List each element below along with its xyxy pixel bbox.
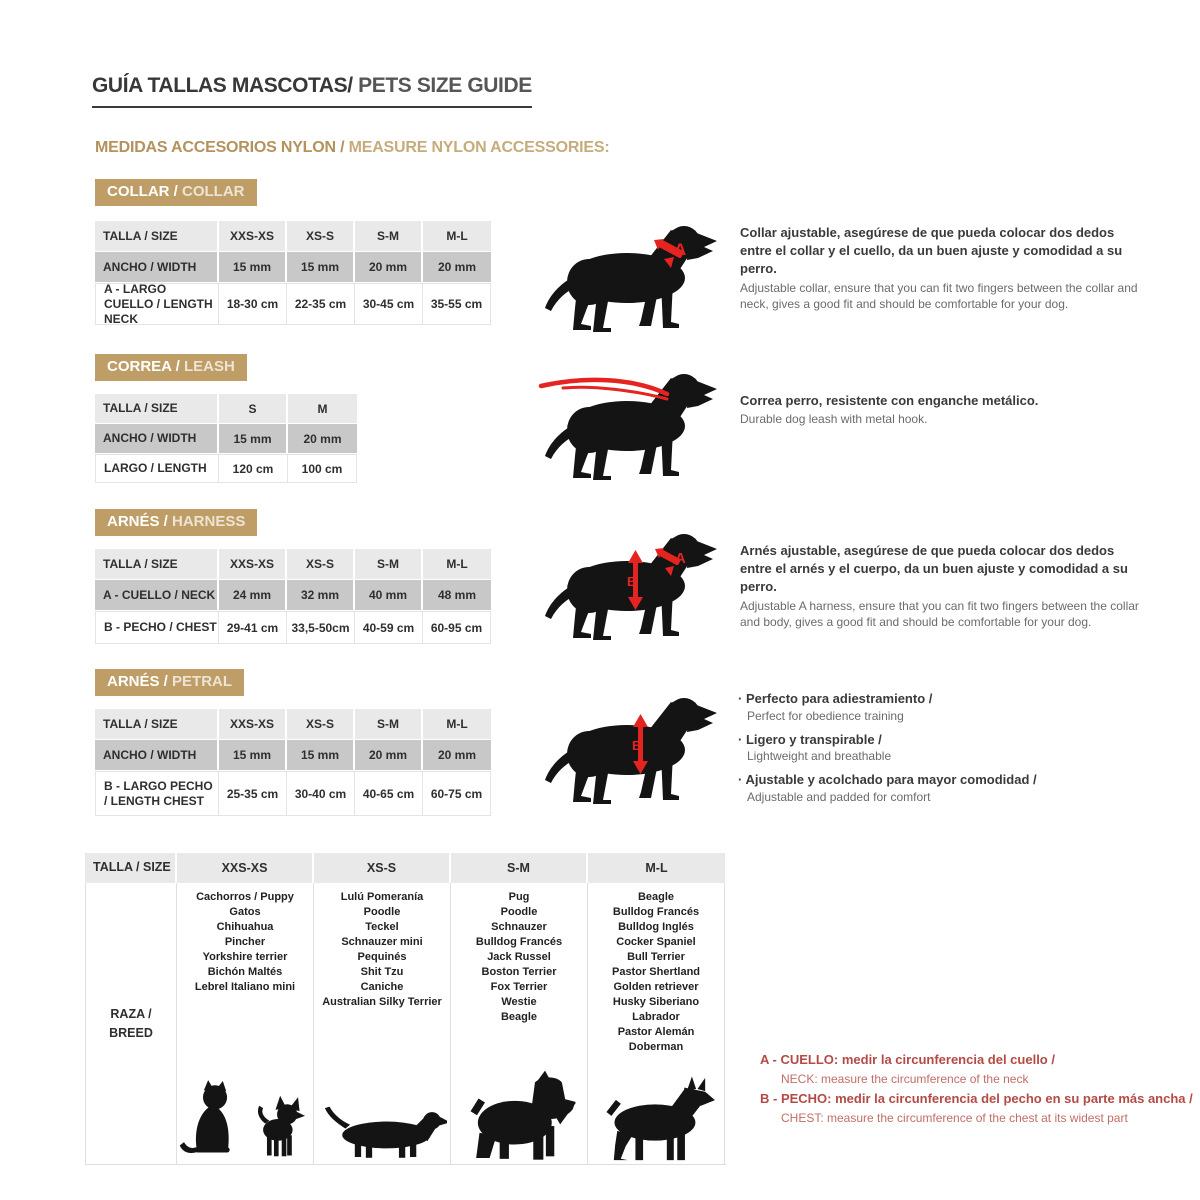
breed-item: Pastor Shertland <box>611 966 701 978</box>
table-cell: 32 mm <box>287 580 355 610</box>
table-cell: 15 mm <box>219 424 288 453</box>
petral-b-label: B <box>632 738 642 753</box>
table-cell: B - LARGO PECHO / LENGTH CHEST <box>95 771 219 816</box>
page-title-en: PETS SIZE GUIDE <box>352 74 532 97</box>
table-cell: A - LARGO CUELLO / LENGTH NECK <box>95 283 219 325</box>
measurement-footnotes <box>760 1050 1200 1127</box>
table-row <box>95 283 491 325</box>
table-header-cell: XS-S <box>287 221 355 251</box>
footnote-a-en: NECK: measure the circumference of the neck <box>781 1072 1029 1087</box>
chihuahua-silhouette-icon <box>246 1090 312 1162</box>
table-cell: 22-35 cm <box>287 283 355 325</box>
breed-column-m-l <box>588 883 725 1164</box>
table-row <box>95 394 357 423</box>
table-header-cell: M-L <box>423 549 491 579</box>
table-cell: ANCHO / WIDTH <box>95 252 219 282</box>
breed-list <box>177 883 313 995</box>
breed-item: Poodle <box>500 906 538 918</box>
table-cell: 100 cm <box>288 454 357 483</box>
table-header-cell: S-M <box>355 709 423 739</box>
harness-size-table <box>95 549 491 645</box>
table-header-cell: XXS-XS <box>219 221 287 251</box>
breed-item: Pincher <box>224 936 266 948</box>
breed-column-xxs-xs <box>177 883 314 1164</box>
breed-item: Cachorros / Puppy <box>196 891 294 903</box>
table-cell: 20 mm <box>423 252 491 282</box>
breed-table-header <box>85 853 726 883</box>
section-header-collar-en: COLLAR <box>182 183 245 200</box>
table-cell: 60-95 cm <box>423 611 491 644</box>
table-row <box>95 221 491 251</box>
breed-item: Pastor Alemán <box>617 1026 695 1038</box>
table-header-cell: TALLA / SIZE <box>95 394 219 423</box>
harness-description <box>740 542 1140 631</box>
table-cell: ANCHO / WIDTH <box>95 740 219 770</box>
section-header-collar-es: COLLAR / <box>107 183 182 200</box>
breed-item: Yorkshire terrier <box>202 951 288 963</box>
breed-item: Cocker Spaniel <box>616 936 696 948</box>
breed-item: Pug <box>508 891 530 903</box>
table-header-cell: M-L <box>588 853 725 883</box>
table-header-cell: XXS-XS <box>219 549 287 579</box>
breed-item: Bulldog Inglés <box>618 921 694 933</box>
breed-table <box>85 853 726 1165</box>
collar-description-en: Adjustable collar, ensure that you can fit two fingers between the collar and neck, gives a good fit and should be comfortable for your dog. <box>740 280 1138 312</box>
table-header-cell: S-M <box>355 221 423 251</box>
section-header-petral <box>95 669 244 696</box>
feature-item <box>738 731 1118 765</box>
breed-item: Poodle <box>363 906 401 918</box>
leash-description-en: Durable dog leash with metal hook. <box>740 412 928 427</box>
breed-item: Bichón Maltés <box>207 966 283 978</box>
breed-item: Gatos <box>229 906 261 918</box>
section-header-leash-es: CORREA / <box>107 358 184 375</box>
doberman-silhouette-icon <box>588 1076 724 1162</box>
breed-list <box>588 883 724 1055</box>
table-cell: 48 mm <box>423 580 491 610</box>
dog-silhouette-collar-icon <box>537 220 735 334</box>
breed-item: Boston Terrier <box>481 966 557 978</box>
m-l-silhouettes <box>588 1076 724 1164</box>
breed-item: Lulú Pomeranía <box>340 891 424 903</box>
breed-item: Shit Tzu <box>360 966 404 978</box>
breed-table-body <box>85 883 726 1165</box>
dog-harness-diagram <box>537 528 735 642</box>
dog-silhouette-harness-icon <box>537 528 735 642</box>
table-header-cell: S <box>219 394 288 423</box>
page-title-es: GUÍA TALLAS MASCOTAS/ <box>92 74 353 97</box>
breed-item: Jack Russel <box>487 951 551 963</box>
table-cell: 15 mm <box>219 740 287 770</box>
breed-item: Bulldog Francés <box>612 906 700 918</box>
table-header-cell: M-L <box>423 709 491 739</box>
table-header-cell: M-L <box>423 221 491 251</box>
collar-description <box>740 224 1140 313</box>
breed-list <box>451 883 587 1025</box>
table-cell: B - PECHO / CHEST <box>95 611 219 644</box>
section-header-leash <box>95 354 247 381</box>
table-row <box>95 709 491 739</box>
footnote-b-es: B - PECHO: medir la circunferencia del pecho en su parte más ancha / <box>760 1090 1193 1106</box>
feature-en: Perfect for obedience training <box>747 708 904 723</box>
feature-es: · Ajustable y acolchado para mayor comodidad / <box>738 771 1118 789</box>
dachshund-silhouette-icon <box>317 1100 447 1162</box>
feature-es: · Ligero y transpirable / <box>738 731 1118 749</box>
table-header-cell: S-M <box>355 549 423 579</box>
breed-column-xs-s <box>314 883 451 1164</box>
table-cell: 18-30 cm <box>219 283 287 325</box>
leash-description-es: Correa perro, resistente con enganche metálico. <box>740 393 1039 408</box>
breed-item: Schnauzer <box>491 921 547 933</box>
feature-es: · Perfecto para adiestramiento / <box>738 690 1118 708</box>
breed-row-label-line2: BREED <box>109 1025 153 1040</box>
table-row <box>95 549 491 579</box>
breed-item: Westie <box>501 996 537 1008</box>
footnote-b-en: CHEST: measure the circumference of the chest at its widest part <box>781 1110 1128 1125</box>
table-cell: 40-65 cm <box>355 771 423 816</box>
breed-item: Golden retriever <box>613 981 699 993</box>
table-cell: 15 mm <box>287 252 355 282</box>
footnote-a-es: A - CUELLO: medir la circunferencia del cuello / <box>760 1052 1055 1067</box>
table-cell: 35-55 cm <box>423 283 491 325</box>
s-m-silhouettes <box>456 1070 582 1164</box>
breed-row-label <box>85 883 177 1164</box>
xxs-xs-silhouettes <box>178 1074 312 1164</box>
table-header-cell: TALLA / SIZE <box>85 853 177 883</box>
table-header-cell: TALLA / SIZE <box>95 549 219 579</box>
table-cell: 30-40 cm <box>287 771 355 816</box>
table-cell: 30-45 cm <box>355 283 423 325</box>
breed-column-s-m <box>451 883 588 1164</box>
table-cell: 60-75 cm <box>423 771 491 816</box>
table-cell: 15 mm <box>219 252 287 282</box>
table-cell: 20 mm <box>288 424 357 453</box>
feature-item <box>738 690 1118 724</box>
cat-silhouette-icon <box>178 1074 240 1162</box>
xs-s-silhouettes <box>317 1100 447 1164</box>
dog-petral-diagram <box>537 692 735 806</box>
dog-silhouette-petral-icon <box>537 692 735 806</box>
section-header-harness-en: HARNESS <box>172 513 246 530</box>
table-header-cell: XS-S <box>287 549 355 579</box>
collar-description-es: Collar ajustable, asegúrese de que pueda colocar dos dedos entre el collar y el cuello, da un buen ajuste y comodidad a su perro. <box>740 225 1123 277</box>
page-subtitle-es: MEDIDAS ACCESORIOS NYLON / <box>95 139 349 156</box>
feature-item <box>738 771 1118 805</box>
section-header-harness <box>95 509 257 536</box>
table-cell: 40-59 cm <box>355 611 423 644</box>
table-cell: 20 mm <box>423 740 491 770</box>
breed-item: Fox Terrier <box>490 981 548 993</box>
breed-item: Beagle <box>637 891 675 903</box>
section-header-harness-es: ARNÉS / <box>107 513 173 530</box>
dog-leash-diagram <box>537 368 735 482</box>
page-title <box>92 74 532 108</box>
table-header-cell: M <box>288 394 357 423</box>
leash-size-table <box>95 394 357 484</box>
table-cell: 120 cm <box>219 454 288 483</box>
table-header-cell: XXS-XS <box>177 853 314 883</box>
table-row <box>95 771 491 816</box>
feature-en: Adjustable and padded for comfort <box>747 790 931 805</box>
table-row <box>95 252 491 282</box>
breed-list <box>314 883 450 1010</box>
breed-item: Schnauzer mini <box>341 936 423 948</box>
breed-item: Doberman <box>628 1041 684 1053</box>
collar-size-table <box>95 221 491 326</box>
harness-description-es: Arnés ajustable, asegúrese de que pueda colocar dos dedos entre el arnés y el cuerpo, da un buen ajuste y comodidad a su perro. <box>740 543 1128 595</box>
breed-item: Bull Terrier <box>627 951 685 963</box>
table-row <box>95 580 491 610</box>
breed-item: Lebrel Italiano mini <box>194 981 296 993</box>
section-header-petral-es: ARNÉS / <box>107 673 173 690</box>
table-cell: 24 mm <box>219 580 287 610</box>
table-cell: 29-41 cm <box>219 611 287 644</box>
table-header-cell: XXS-XS <box>219 709 287 739</box>
harness-a-label: A <box>675 550 686 567</box>
table-header-cell: TALLA / SIZE <box>95 709 219 739</box>
section-header-petral-en: PETRAL <box>172 673 233 690</box>
table-cell: 33,5-50cm <box>287 611 355 644</box>
breed-item: Teckel <box>365 921 399 933</box>
table-cell: 20 mm <box>355 252 423 282</box>
table-header-cell: XS-S <box>314 853 451 883</box>
section-header-leash-en: LEASH <box>183 358 235 375</box>
breed-item: Labrador <box>632 1011 680 1023</box>
breed-item: Husky Siberiano <box>612 996 700 1008</box>
schnauzer-silhouette-icon <box>456 1070 582 1162</box>
petral-size-table <box>95 709 491 817</box>
breed-row-label-line1: RAZA / <box>110 1006 152 1021</box>
petral-features <box>738 690 1118 812</box>
dog-silhouette-leash-icon <box>537 368 735 482</box>
table-cell: A - CUELLO / NECK <box>95 580 219 610</box>
leash-description <box>740 392 1140 428</box>
table-header-cell: TALLA / SIZE <box>95 221 219 251</box>
table-header-cell: XS-S <box>287 709 355 739</box>
table-cell: 25-35 cm <box>219 771 287 816</box>
breed-item: Caniche <box>360 981 404 993</box>
table-header-cell: S-M <box>451 853 588 883</box>
dog-collar-diagram <box>537 220 735 334</box>
harness-b-label: B <box>627 574 637 589</box>
page-subtitle-en: MEASURE NYLON ACCESSORIES: <box>348 139 610 156</box>
breed-item: Bulldog Francés <box>475 936 563 948</box>
page-subtitle <box>95 139 610 157</box>
table-cell: 20 mm <box>355 740 423 770</box>
table-cell: ANCHO / WIDTH <box>95 424 219 453</box>
table-row <box>95 424 357 453</box>
section-header-collar <box>95 179 257 206</box>
collar-a-label: A <box>674 240 687 259</box>
harness-description-en: Adjustable A harness, ensure that you can fit two fingers between the collar and body, gives a good fit and should be comfortable for your dog. <box>740 598 1139 630</box>
table-row <box>95 740 491 770</box>
table-cell: 40 mm <box>355 580 423 610</box>
breed-item: Beagle <box>500 1011 538 1023</box>
table-row <box>95 611 491 644</box>
breed-item: Australian Silky Terrier <box>322 996 442 1008</box>
table-row <box>95 454 357 483</box>
breed-item: Chihuahua <box>216 921 274 933</box>
table-cell: 15 mm <box>287 740 355 770</box>
table-cell: LARGO / LENGTH <box>95 454 219 483</box>
feature-en: Lightweight and breathable <box>747 749 892 764</box>
breed-item: Pequinés <box>357 951 407 963</box>
